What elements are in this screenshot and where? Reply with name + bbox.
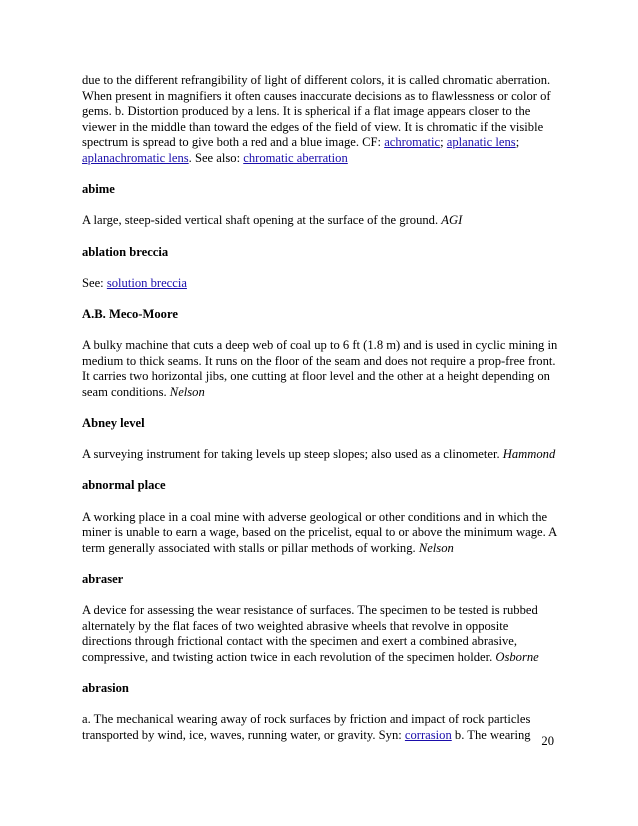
- link-corrasion[interactable]: corrasion: [404, 727, 452, 742]
- link-aplanatic-lens[interactable]: aplanatic lens: [446, 135, 516, 150]
- link-aplanachromatic-lens[interactable]: aplanachromatic lens: [82, 150, 189, 165]
- page-number: 20: [541, 734, 554, 748]
- definition: [82, 213, 560, 229]
- page-content: [82, 73, 560, 759]
- paragraph-text: due to the different refrangibility of light of different colors, it is called chromatic aberration. When present in magnifiers it often causes inaccurate decisions as to flawlessness or color of gems. b. Distortion produced by a lens. It is spherical if a flat image appears closer to the viewer in the middle than toward the edges of the field of view. It is chromatic if the visible spectrum is spread to give both a red and a blue image. CF:: [82, 73, 551, 150]
- definition: [82, 447, 560, 463]
- term-heading: Abney level: [82, 416, 145, 431]
- source-citation: Nelson: [169, 384, 205, 399]
- definition: [82, 338, 560, 400]
- definition-text: A device for assessing the wear resistance of surfaces. The specimen to be tested is rubbed alternately by the flat faces of two weighted abrasive wheels that revolve in opposite directions through frictional contact with the specimen and exert a combined abrasive, compressive, and twisting action twice in each revolution of the specimen holder.: [82, 603, 538, 664]
- separator: ;: [440, 135, 447, 150]
- definition-text: See:: [82, 275, 107, 290]
- source-citation: AGI: [441, 213, 463, 228]
- paragraph-text: . See also:: [188, 150, 244, 165]
- definition-text: A working place in a coal mine with adverse geological or other conditions and in which the miner is unable to earn a wage, based on the pricelist, equal to or above the minimum wage. A term generally associated with stalls or pillar methods of working.: [82, 509, 557, 555]
- definition-text: A large, steep-sided vertical shaft opening at the surface of the ground.: [82, 213, 442, 228]
- definition: [82, 276, 560, 292]
- continued-paragraph: [82, 73, 560, 167]
- term-heading: abime: [82, 182, 115, 197]
- source-citation: Osborne: [495, 649, 539, 664]
- source-citation: Nelson: [418, 540, 454, 555]
- definition: [82, 712, 560, 743]
- definition-text: a. The mechanical wearing away of rock surfaces by friction and impact of rock particles transported by wind, ice, waves, running water, or gravity. Syn:: [82, 712, 531, 742]
- term-heading: ablation breccia: [82, 244, 169, 259]
- link-solution-breccia[interactable]: solution breccia: [106, 275, 187, 290]
- term-heading: A.B. Meco-Moore: [82, 306, 178, 321]
- definition-text: A surveying instrument for taking levels up steep slopes; also used as a clinometer.: [82, 447, 503, 462]
- separator: ;: [515, 135, 520, 150]
- definition-text: A bulky machine that cuts a deep web of coal up to 6 ft (1.8 m) and is used in cyclic mining in medium to thick seams. It runs on the floor of the seam and does not require a prop-free front. It carries two horizontal jibs, one cutting at floor level and the other at a height depending on seam conditions.: [82, 338, 558, 399]
- link-achromatic[interactable]: achromatic: [384, 135, 441, 150]
- definition: [82, 510, 560, 557]
- term-heading: abraser: [82, 572, 124, 586]
- definition: [82, 603, 560, 665]
- term-heading: abrasion: [82, 681, 129, 696]
- definition-text: b. The wearing: [451, 727, 531, 742]
- source-citation: Hammond: [502, 447, 556, 462]
- term-heading: abnormal place: [82, 478, 166, 493]
- link-chromatic-aberration[interactable]: chromatic aberration: [243, 150, 348, 165]
